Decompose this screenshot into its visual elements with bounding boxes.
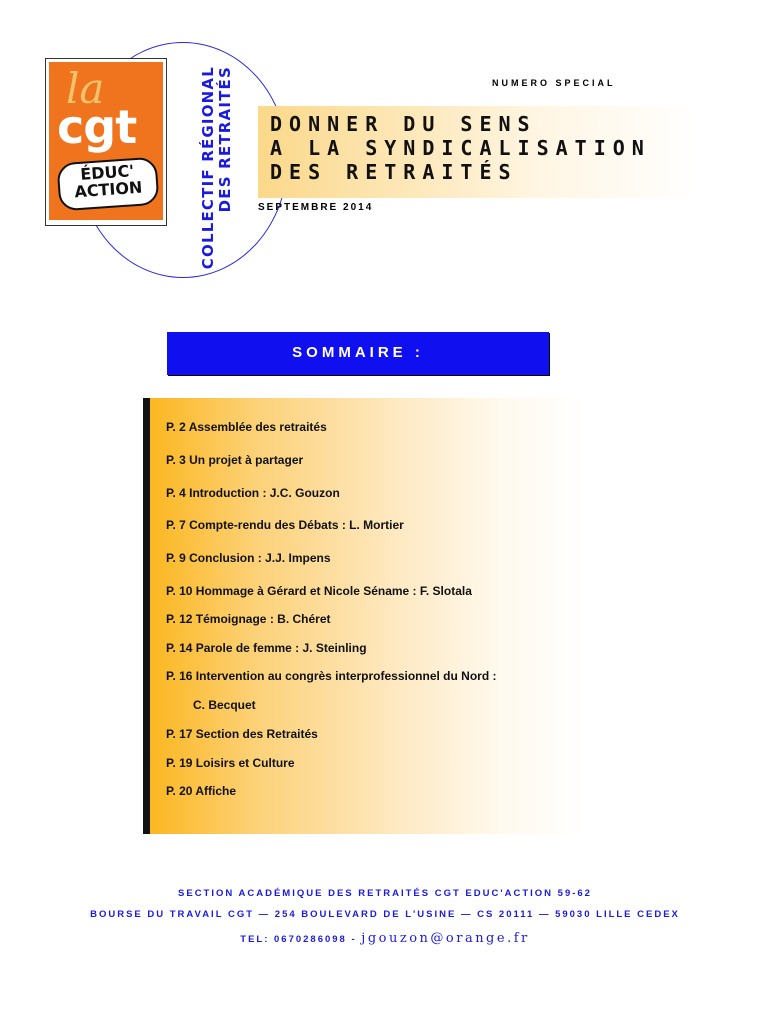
title-line-3: DES RETRAITÉS	[270, 160, 518, 184]
toc-item: P. 17 Section des Retraités	[166, 727, 318, 741]
logo-action-text: ACTION	[73, 177, 143, 202]
footer-contact	[0, 931, 770, 946]
toc-item: P. 9 Conclusion : J.J. Impens	[166, 551, 331, 565]
logo-educ-action-badge	[56, 157, 159, 212]
toc-item: P. 4 Introduction : J.C. Gouzon	[166, 486, 340, 500]
toc-item: P. 2 Assemblée des retraités	[166, 420, 327, 434]
logo-cgt-text: cgt	[57, 100, 137, 154]
toc-item: P. 12 Témoignage : B. Chéret	[166, 612, 331, 626]
footer-email-link[interactable]: jgouzon@orange.fr	[361, 931, 530, 946]
toc-item: P. 10 Hommage à Gérard et Nicole Séname : F. Slotala	[166, 584, 472, 598]
sommaire-heading: SOMMAIRE :	[292, 344, 424, 361]
toc-item: P. 14 Parole de femme : J. Steinling	[166, 641, 367, 655]
toc-item: P. 20 Affiche	[166, 784, 237, 798]
toc-item: P. 7 Compte-rendu des Débats : L. Mortier	[166, 518, 404, 532]
toc-item: P. 3 Un projet à partager	[166, 453, 304, 467]
collectif-line-2: DES RETRAITÉS	[216, 66, 234, 213]
collectif-vertical-label	[200, 66, 234, 296]
toc-item-continuation: C. Becquet	[193, 698, 256, 712]
footer-address: BOURSE DU TRAVAIL CGT — 254 BOULEVARD DE L'USINE — CS 20111 — 59030 LILLE CEDEX	[90, 909, 680, 920]
toc-item: P. 19 Loisirs et Culture	[166, 756, 295, 770]
title-line-2: A LA SYNDICALISATION	[270, 136, 651, 160]
logo-educ-text: ÉDUC'	[79, 161, 135, 184]
collectif-line-1: COLLECTIF RÉGIONAL	[199, 66, 217, 270]
issue-date: SEPTEMBRE 2014	[258, 202, 374, 213]
footer-section-name: SECTION ACADÉMIQUE DES RETRAITÉS CGT EDUC'ACTION 59-62	[178, 888, 592, 899]
numero-special-label: NUMERO SPECIAL	[492, 78, 616, 88]
toc-item: P. 16 Intervention au congrès interprofessionnel du Nord :	[166, 669, 497, 683]
footer-telephone: TEL: 0670286098 -	[240, 934, 362, 945]
logo-la-text: la	[66, 64, 105, 113]
title-line-1: DONNER DU SENS	[270, 112, 537, 136]
